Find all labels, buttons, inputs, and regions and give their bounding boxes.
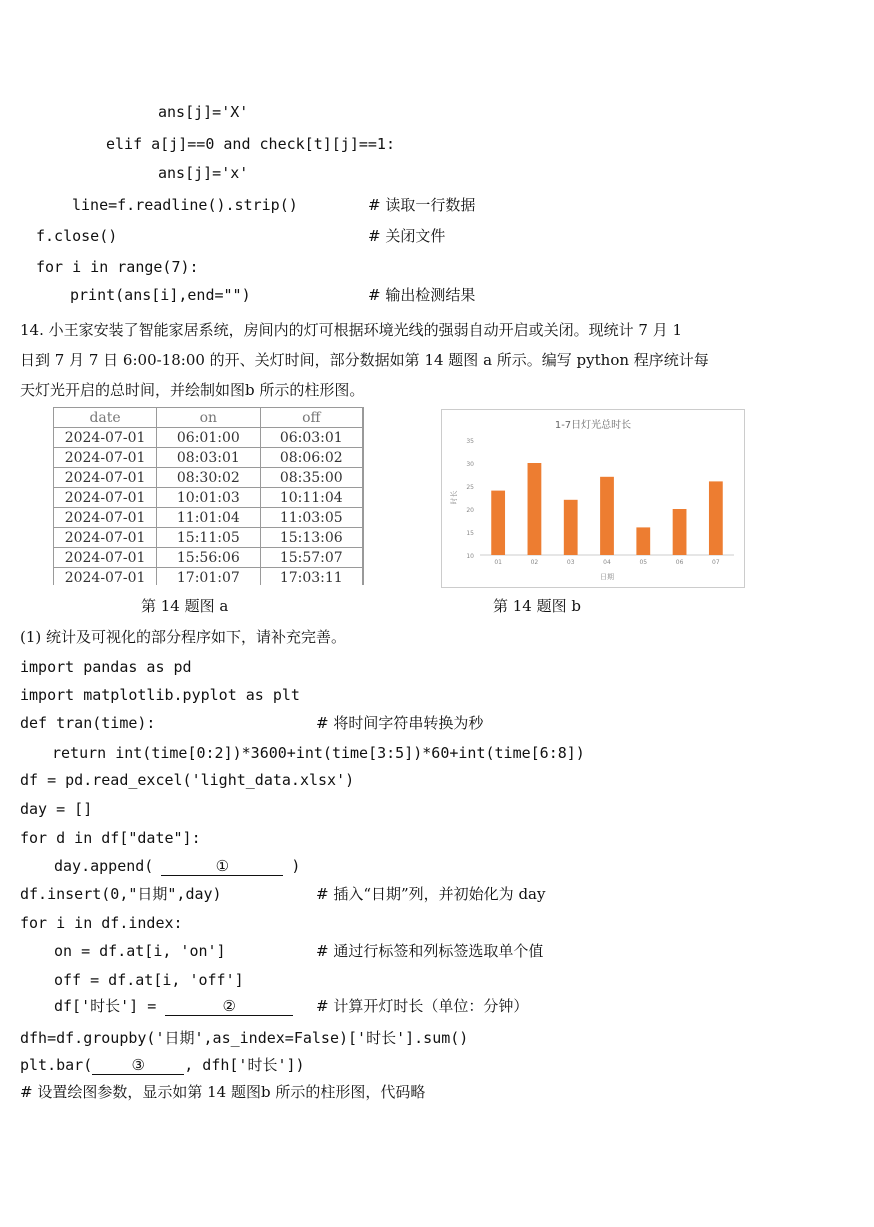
bar bbox=[673, 509, 687, 555]
table-cell: 2024-07-01 bbox=[54, 548, 157, 568]
code-fragment: plt.bar( bbox=[20, 1056, 93, 1074]
code-fragment: ) bbox=[291, 857, 301, 875]
code-comment: # 插入“日期”列，并初始化为 day bbox=[316, 885, 546, 903]
question-line: 日到 7 月 7 日 6:00-18:00 的开、关灯时间，部分数据如第 14 题图 a 所示。编写 python 程序统计每 bbox=[20, 351, 709, 369]
table-cell: 2024-07-01 bbox=[54, 448, 157, 468]
code-line: day = [] bbox=[20, 800, 93, 818]
code-comment: # 关闭文件 bbox=[368, 227, 446, 245]
code-line: for d in df["date"]: bbox=[20, 829, 201, 847]
code-fragment: df['时长'] = bbox=[54, 997, 166, 1015]
figure-a-table bbox=[53, 407, 364, 585]
table-cell: 08:06:02 bbox=[260, 448, 362, 468]
table-cell: 11:01:04 bbox=[157, 508, 260, 528]
table-cell: 2024-07-01 bbox=[54, 528, 157, 548]
sub-question: (1) 统计及可视化的部分程序如下，请补充完善。 bbox=[20, 628, 347, 646]
table-row bbox=[54, 508, 363, 528]
bar bbox=[564, 500, 578, 555]
y-axis-label: 时长 bbox=[450, 490, 458, 505]
y-tick-label: 20 bbox=[466, 507, 474, 514]
table-cell: 15:11:05 bbox=[157, 528, 260, 548]
x-tick-label: 02 bbox=[530, 559, 539, 566]
code-line: ans[j]='x' bbox=[158, 164, 249, 182]
table-cell: 08:35:00 bbox=[260, 468, 362, 488]
table-cell: 06:03:01 bbox=[260, 428, 362, 448]
code-fragment: , dfh['时长']) bbox=[184, 1056, 305, 1074]
table-header-row bbox=[54, 408, 363, 428]
table-row bbox=[54, 548, 363, 568]
code-fragment: day.append( bbox=[54, 857, 154, 875]
table-cell: 15:57:07 bbox=[260, 548, 362, 568]
figure-b-chart bbox=[441, 409, 745, 588]
figure-a-caption: 第 14 题图 a bbox=[141, 597, 229, 615]
code-line: def tran(time): bbox=[20, 714, 156, 732]
x-axis-label: 日期 bbox=[600, 573, 614, 581]
table-cell: 06:01:00 bbox=[157, 428, 260, 448]
column-header: date bbox=[54, 408, 157, 428]
question-text bbox=[20, 315, 820, 405]
blank-3[interactable]: ③ bbox=[92, 1056, 184, 1075]
table-cell: 2024-07-01 bbox=[54, 488, 157, 508]
figure-b-caption: 第 14 题图 b bbox=[493, 597, 581, 615]
x-tick-label: 03 bbox=[566, 559, 575, 566]
code-line: for i in df.index: bbox=[20, 914, 183, 932]
code-comment: # 通过行标签和列标签选取单个值 bbox=[316, 942, 544, 960]
bar bbox=[528, 463, 542, 555]
bar bbox=[709, 481, 723, 555]
table-row bbox=[54, 568, 363, 586]
blank-2[interactable]: ② bbox=[165, 997, 293, 1016]
table-cell: 15:56:06 bbox=[157, 548, 260, 568]
question-line: 14. 小王家安装了智能家居系统，房间内的灯可根据环境光线的强弱自动开启或关闭。现统计 7 月 1 bbox=[20, 321, 683, 339]
table-row bbox=[54, 428, 363, 448]
code-comment: # 设置绘图参数，显示如第 14 题图b 所示的柱形图，代码略 bbox=[20, 1083, 426, 1101]
code-line: import pandas as pd bbox=[20, 658, 192, 676]
column-header: off bbox=[260, 408, 362, 428]
code-line: off = df.at[i, 'off'] bbox=[54, 971, 244, 989]
table-row bbox=[54, 488, 363, 508]
bar-chart bbox=[442, 410, 744, 587]
table-cell: 10:11:04 bbox=[260, 488, 362, 508]
code-line bbox=[54, 856, 300, 876]
chart-title: 1-7日灯光总时长 bbox=[554, 420, 632, 431]
code-line: elif a[j]==0 and check[t][j]==1: bbox=[106, 135, 395, 153]
table-cell: 08:30:02 bbox=[157, 468, 260, 488]
y-tick-label: 10 bbox=[466, 553, 474, 560]
blank-1[interactable]: ① bbox=[161, 857, 283, 876]
data-table bbox=[53, 407, 363, 585]
y-tick-label: 35 bbox=[466, 438, 474, 445]
code-comment: # 输出检测结果 bbox=[368, 286, 476, 304]
x-tick-label: 05 bbox=[639, 559, 648, 566]
column-header: on bbox=[157, 408, 260, 428]
table-cell: 2024-07-01 bbox=[54, 508, 157, 528]
y-tick-label: 15 bbox=[466, 530, 474, 537]
code-line: ans[j]='X' bbox=[158, 103, 249, 121]
code-line: dfh=df.groupby('日期',as_index=False)['时长'].sum() bbox=[20, 1029, 469, 1047]
table-row bbox=[54, 528, 363, 548]
x-tick-label: 01 bbox=[494, 559, 502, 566]
code-line: import matplotlib.pyplot as plt bbox=[20, 686, 300, 704]
table-cell: 17:01:07 bbox=[157, 568, 260, 586]
table-cell: 2024-07-01 bbox=[54, 568, 157, 586]
code-line: line=f.readline().strip() bbox=[72, 196, 298, 214]
x-tick-label: 07 bbox=[712, 559, 720, 566]
table-cell: 2024-07-01 bbox=[54, 468, 157, 488]
table-cell: 2024-07-01 bbox=[54, 428, 157, 448]
code-line: for i in range(7): bbox=[36, 258, 199, 276]
code-line: return int(time[0:2])*3600+int(time[3:5])*60+int(time[6:8]) bbox=[52, 744, 585, 762]
x-tick-label: 04 bbox=[603, 559, 611, 566]
code-comment: # 读取一行数据 bbox=[368, 196, 476, 214]
bar bbox=[491, 491, 505, 555]
code-comment: # 计算开灯时长（单位：分钟） bbox=[316, 997, 529, 1015]
code-line: df.insert(0,"日期",day) bbox=[20, 885, 222, 903]
table-row bbox=[54, 448, 363, 468]
table-cell: 11:03:05 bbox=[260, 508, 362, 528]
code-line bbox=[20, 1055, 305, 1075]
code-line: print(ans[i],end="") bbox=[70, 286, 251, 304]
table-cell: 08:03:01 bbox=[157, 448, 260, 468]
table-cell: 17:03:11 bbox=[260, 568, 362, 586]
code-line bbox=[54, 996, 293, 1016]
table-row bbox=[54, 468, 363, 488]
code-line: f.close() bbox=[36, 227, 118, 245]
code-line: on = df.at[i, 'on'] bbox=[54, 942, 226, 960]
x-tick-label: 06 bbox=[675, 559, 684, 566]
table-cell: 15:13:06 bbox=[260, 528, 362, 548]
question-line: 天灯光开启的总时间，并绘制如图b 所示的柱形图。 bbox=[20, 381, 365, 399]
y-tick-label: 30 bbox=[466, 461, 474, 468]
code-line: df = pd.read_excel('light_data.xlsx') bbox=[20, 771, 355, 789]
bar bbox=[636, 527, 650, 555]
y-tick-label: 25 bbox=[466, 484, 474, 491]
bar bbox=[600, 477, 614, 555]
table-cell: 10:01:03 bbox=[157, 488, 260, 508]
code-comment: # 将时间字符串转换为秒 bbox=[316, 714, 484, 732]
